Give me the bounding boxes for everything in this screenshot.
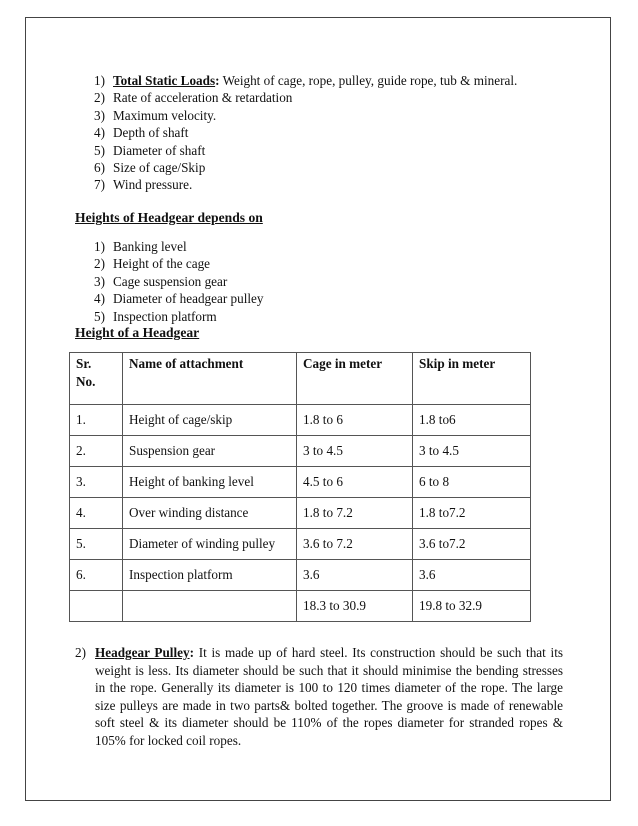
headgear-pulley-paragraph: 2) Headgear Pulley: It is made up of hard steel. Its construction should be such that its weight is less. Its diameter should be such that it should minimise the bending stresses in the rope. Generally its diameter is 100 to 120 times diameter of the rope. The large size pulleys are made in two parts& bolted together. The groove is made of renewable soft steel & its diameter should be 110% of the ropes diameter for stranded ropes & 105% for locked coil ropes. — [75, 645, 564, 748]
table-row: 5. Diameter of winding pulley 3.6 to 7.2 3.6 to7.2 — [70, 529, 531, 560]
list-item: 2) Rate of acceleration & retardation — [94, 90, 293, 106]
header-cage: Cage in meter — [297, 353, 413, 405]
headgear-table — [69, 352, 531, 622]
list-item: 3) Maximum velocity. — [94, 107, 217, 123]
list-item: 5) Inspection platform — [94, 308, 217, 324]
list-item: 3) Cage suspension gear — [94, 273, 228, 289]
headgear-pulley-title: Headgear Pulley — [95, 645, 190, 660]
list-item: 6) Size of cage/Skip — [94, 160, 206, 176]
table-row: 3. Height of banking level 4.5 to 6 6 to 8 — [70, 467, 531, 498]
table-row-total: 18.3 to 30.9 19.8 to 32.9 — [70, 591, 531, 622]
table-row: 1. Height of cage/skip 1.8 to 6 1.8 to6 — [70, 405, 531, 436]
list-item: 1) Banking level — [94, 239, 187, 254]
header-skip: Skip in meter — [413, 353, 531, 405]
total-static-loads-title: Total Static Loads — [113, 73, 216, 88]
heights-heading: Heights of Headgear depends on — [75, 210, 263, 225]
table-row: 4. Over winding distance 1.8 to 7.2 1.8 to7.2 — [70, 498, 531, 529]
static-loads-list — [94, 72, 583, 194]
list-item: 5) Diameter of shaft — [94, 142, 206, 158]
list-item: 2) Height of the cage — [94, 256, 211, 272]
header-sr-no: Sr. No. — [70, 353, 123, 405]
list-item: 1) Total Static Loads: Weight of cage, rope, pulley, guide rope, tub & mineral. — [94, 73, 518, 88]
table-header-row — [70, 353, 531, 405]
list-item: 4) Diameter of headgear pulley — [94, 291, 264, 307]
list-item: 4) Depth of shaft — [94, 125, 189, 141]
table-heading: Height of a Headgear — [75, 325, 200, 340]
table-row: 6. Inspection platform 3.6 3.6 — [70, 560, 531, 591]
table-row: 2. Suspension gear 3 to 4.5 3 to 4.5 — [70, 436, 531, 467]
list-item: 7) Wind pressure. — [94, 177, 193, 193]
header-attachment: Name of attachment — [123, 353, 297, 405]
heights-list — [94, 238, 263, 325]
